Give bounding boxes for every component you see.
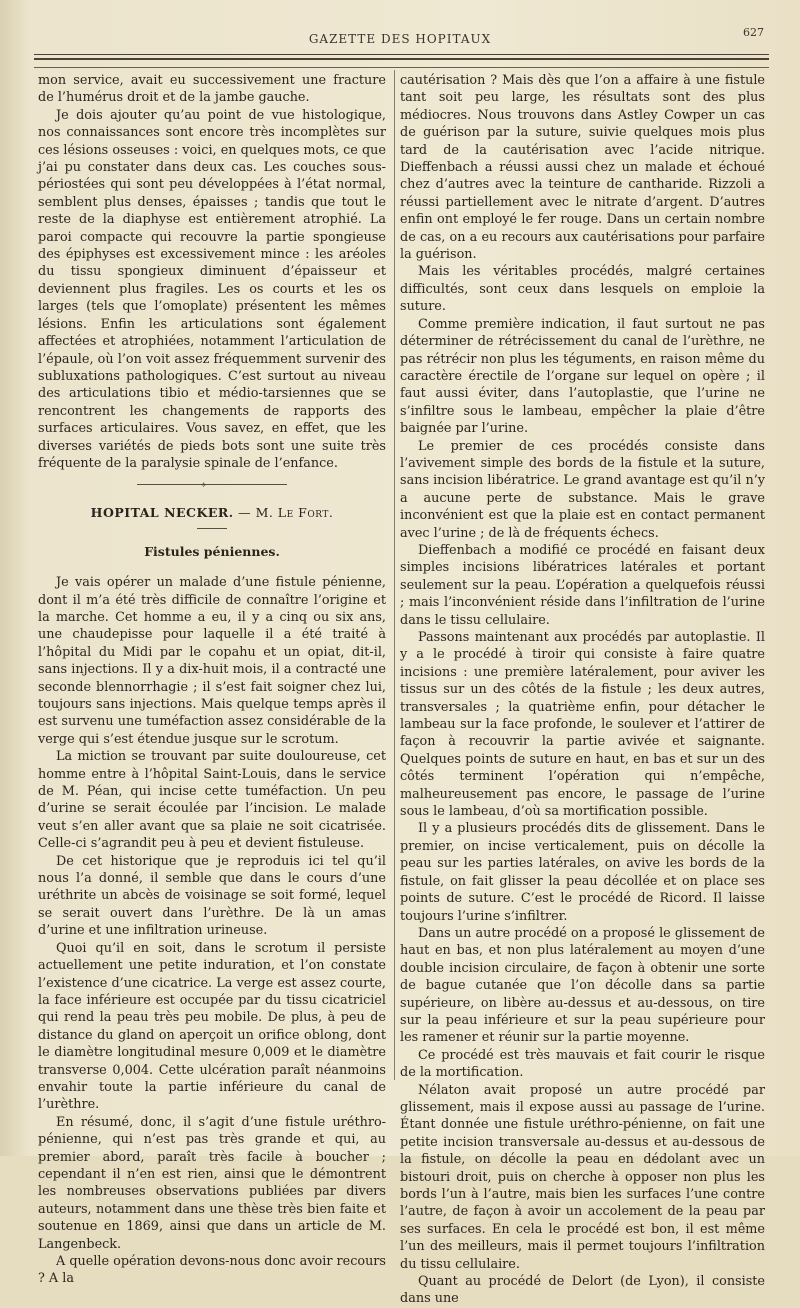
paragraph: Il y a plusieurs procédés dits de glissement. Dans le premier, on incise verticalement, puis on décolle la peau sur les parties latérales, on avive les bords de la fistule, on fait glisser la peau décollée et on place ses points de suture. C’est le procédé de Ricord. Il laisse toujours l’urine s’infiltrer. [400, 821, 765, 924]
paragraph: Je dois ajouter qu’au point de vue histologique, nos connaissances sont encore très incomplètes sur ces lésions osseuses : voici, en quelques mots, ce que j’ai pu constater dans deux cas. Les couches sous-périostées qui sont peu développées à l’état normal, semblent plus denses, épaisses ; tandis que tout le reste de la diaphyse est entièrement atrophié. La paroi compacte qui recouvre la partie spongieuse des épiphyses est excessivement mince : les aréoles du tissu spongieux diminuent d’épaisseur et deviennent plus fragiles. Les os courts et les os larges (tels que l’omoplate) présentent les mêmes lésions. Enfin les articulations sont également affectées et atrophiées, notamment l’articulation de l’épaule, où l’on voit assez fréquemment survenir des subluxations pathologiques. C’est surtout au niveau des articulations tibio et médio-tarsiennes que se rencontrent les changements de rapports des surfaces articulaires. Vous savez, en effet, que les diverses variétés de pieds bots sont une suite très fréquente de la paralysie spinale de l’enfance. [38, 107, 386, 471]
page-number: 627 [743, 26, 764, 39]
right-column [400, 72, 765, 1308]
paragraph: Mais les véritables procédés, malgré certaines difficultés, sont ceux dans lesquels on emploie la suture. [400, 264, 765, 315]
header-rule-thick [34, 58, 769, 60]
paragraph: A quelle opération devons-nous donc avoir recours ? A la [38, 1254, 386, 1287]
paragraph: Comme première indication, il faut surtout ne pas déterminer de rétrécissement du canal de l’urèthre, ne pas rétrécir non plus les téguments, en raison même du caractère érectile de l’organe sur lequel on opère ; il faut aussi éviter, dans l’autoplastie, que l’urine ne s’infiltre sous le lambeau, empêcher la plaie d’être baignée par l’urine. [400, 316, 765, 437]
article-title: Fistules péniennes. [144, 543, 280, 559]
doctor-name: M. Le Fort. [255, 505, 334, 521]
running-title: GAZETTE DES HOPITAUX [308, 32, 492, 46]
paragraph: Dieffenbach a modifié ce procédé en faisant deux simples incisions libératrices latérales et portant seulement sur la peau. L’opération a quelquefois réussi ; mais l’inconvénient réside dans l’infiltration de l’urine dans le tissu cellulaire. [400, 542, 765, 628]
header-rule [34, 54, 769, 55]
paragraph: cautérisation ? Mais dès que l’on a affaire à une fistule tant soit peu large, les résultats sont des plus médiocres. Nous trouvons dans Astley Cowper un cas de guérison par la suture, suivie quelques mois plus tard de la cautérisation avec l’acide nitrique. Dieffenbach a réussi aussi chez un malade et échoué chez d’autres avec la teinture de cantharide. Rizzoli a réussi partiellement avec le nitrate d’argent. D’autres enfin ont employé le fer rouge. Dans un certain nombre de cas, on a eu recours aux cautérisations pour parfaire la guérison. [400, 73, 765, 263]
paragraph: De cet historique que je reproduis ici tel qu’il nous l’a donné, il semble que dans le cours d’une uréthrite un abcès de voisinage se soit formé, lequel se serait ouvert dans l’urèthre. De là un amas d’urine et une infiltration urineuse. [38, 853, 386, 939]
paragraph: Nélaton avait proposé un autre procédé par glissement, mais il expose aussi au passage de l’urine. Étant donnée une fistule uréthro-pénienne, on fait une petite incision transversale au-dessus et au-dessous de la fistule, on décolle la peau en dédolant avec un bistouri droit, puis on cherche à opposer non plus les bords l’un à l’autre, mais bien les surfaces l’une contre l’autre, de façon à avoir un accolement de la peau par ses surfaces. En cela le procédé est bon, il est même l’un des meilleurs, mais il permet toujours l’infiltration du tissu cellulaire. [400, 1082, 765, 1272]
ornament-icon: ⟡ [201, 480, 207, 490]
paragraph: Quoi qu’il en soit, dans le scrotum il persiste actuellement une petite induration, et l’on constate l’existence d’une cicatrice. La verge est assez courte, la face inférieure est occupée par du tissu cicatriciel qui rend la peau très peu mobile. De plus, à peu de distance du gland on aperçoit un orifice oblong, dont le diamètre longitudinal mesure 0,009 et le diamètre transverse 0,004. Cette ulcération paraît néanmoins envahir toute la partie inférieure du canal de l’urèthre. [38, 940, 386, 1113]
paragraph: En résumé, donc, il s’agit d’une fistule uréthro-pénienne, qui n’est pas très grande et qui, au premier abord, paraît très facile à boucher ; cependant il n’en est rien, ainsi que le démontrent les nombreuses observations publiées par divers auteurs, notamment dans une thèse très bien faite et soutenue en 1869, ainsi que dans un article de M. Langenbeck. [38, 1114, 386, 1252]
short-rule [197, 528, 227, 529]
column-divider [394, 70, 395, 1080]
paragraph: La miction se trouvant par suite douloureuse, cet homme entre à l’hôpital Saint-Louis, dans le service de M. Péan, qui incise cette tuméfaction. Un peu d’urine se serait écoulée par l’incision. Le malade veut s’en aller avant que sa plaie ne soit cicatrisée. Celle-ci s’agrandit peu à peu et devient fistuleuse. [38, 749, 386, 852]
header-rule-lower [34, 67, 769, 68]
hospital-name: HOPITAL NECKER. [90, 505, 234, 521]
paragraph: Quant au procédé de Delort (de Lyon), il consiste dans une [400, 1274, 765, 1307]
paragraph: Passons maintenant aux procédés par autoplastie. Il y a le procédé à tiroir qui consiste à faire quatre incisions : une première latéralement, pour aviver les tissus sur un des côtés de la fistule ; les deux autres, transversales ; la quatrième enfin, pour détacher le lambeau sur la face profonde, le soulever et l’attirer de façon à recouvrir la partie avivée et saignante. Quelques points de suture en haut, en bas et sur un des côtés terminent l’opération qui n’empêche, malheureusement pas encore, le passage de l’urine sous le lambeau, d’où sa mortification possible. [400, 630, 765, 820]
section-heading [38, 504, 386, 521]
left-column [38, 72, 386, 1288]
heading-separator: — [233, 505, 256, 521]
paragraph: Dans un autre procédé on a proposé le glissement de haut en bas, et non plus latéralement au moyen d’une double incision circulaire, de façon à obtenir une sorte de bague cutanée que l’on décolle dans sa partie supérieure, on libère au-dessus et au-dessous, on tire sur la peau inférieure et sur la peau supérieure pour les ramener et réunir sur la partie moyenne. [400, 925, 765, 1046]
paragraph: mon service, avait eu successivement une fracture de l’humérus droit et de la jambe gauche. [38, 73, 386, 106]
paragraph: Je vais opérer un malade d’une fistule pénienne, dont il m’a été très difficile de connaître l’origine et la marche. Cet homme a eu, il y a cinq ou six ans, une chaudepisse pour laquelle il a été traité à l’hôpital du Midi par le copahu et un opiat, dit-il, sans injections. Il y a dix-huit mois, il a contracté une seconde blennorrhagie ; il s’est fait soigner chez lui, toujours sans injections. Mais quelque temps après il est survenu une tuméfaction assez considérable de la verge qui s’est étendue jusque sur le scrotum. [38, 575, 386, 747]
paragraph: Ce procédé est très mauvais et fait courir le risque de la mortification. [400, 1047, 765, 1081]
paragraph: Le premier de ces procédés consiste dans l’avivement simple des bords de la fistule et la suture, sans incision libératrice. Le grand avantage est qu’il n’y a aucune perte de substance. Mais le grave inconvénient est que la plaie est en contact permanent avec l’urine ; de là de fréquents échecs. [400, 438, 765, 541]
section-divider [137, 480, 287, 490]
